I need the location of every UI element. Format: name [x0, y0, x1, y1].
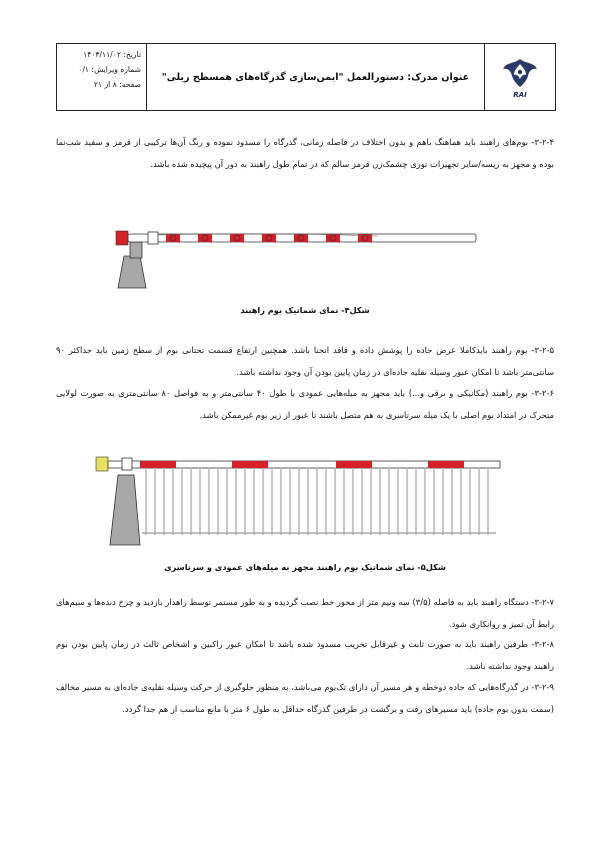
paragraph-3-2-9: ۳-۲-۹- در گذرگاه‌هایی که جاده دوخطه و هر مسیر آن دارای تک‌بوم می‌باشد، به منظور جلوگیری از حرکت وسیله نقلیه‌ی جاده‌ای به مسیر مخالف (سمت بدون بوم جاده) باید مسیرهای رفت و برگشت در طرفین گذرگاه حداقل به طول ۶ متر با مانع مناسب از هم جدا گردد. — [56, 682, 554, 714]
document-header — [56, 43, 556, 111]
revision-label: شماره ویرایش: ۰/۱ — [78, 65, 141, 74]
logo-emblem-icon — [500, 56, 540, 90]
paragraph-3-2-4: ۳-۲-۴- بوم‌های راهبند باید هماهنگ باهم و بدون اختلاف در فاصله زمانی، گذرگاه را مسدود نموده و رنگ آن‌ها ترکیبی از قرمز و سفید شب‌نما بوده و مجهز به ریسه/سایر تجهیزات نوری چشمک‌زن قرمز سالم که در تمام طول راهبند به دور آن پیچیده شده باشد. — [56, 137, 554, 169]
figure-5-barrier-with-skirt-schematic — [92, 455, 502, 551]
figure-5-caption: شکل۵- نمای شماتیک بوم راهبند مجهز به میله‌های عمودی و سرتاسری — [164, 562, 446, 572]
figure-4-barrier-schematic — [110, 222, 486, 294]
document-meta — [57, 44, 147, 110]
barrier-base-housing — [118, 256, 146, 288]
document-title: عنوان مدرک: دستورالعمل "ایمن‌سازی گذرگاه‌های همسطح ریلی" — [161, 71, 470, 83]
logo-text: RAI — [513, 90, 527, 99]
barrier-pivot-post — [130, 242, 142, 258]
date-label: تاریخ: ۱۴۰۳/۱۱/۰۲ — [83, 50, 141, 59]
paragraph-3-2-7: ۳-۲-۷- دستگاه راهبند باید به فاصله (۳/۵) سه ونیم متر از محور خط نصب گردیده و به طور مستمر توسط راهدار بازدید و چرخ دنده‌ها و سیم‌های رابط آن تمیز و روانکاری شود. — [56, 597, 554, 629]
figure-4-caption: شکل۴- نمای شماتیک بوم راهبند — [240, 305, 370, 315]
organization-logo — [484, 44, 555, 110]
page-label: صفحه: ۸ از ۲۱ — [93, 80, 141, 89]
paragraph-3-2-6: ۳-۲-۶- بوم راهبند (مکانیکی و برقی و...) باید مجهز به میله‌هایی عمودی با طول ۴۰ سانتی‌متر و به فواصل ۸۰ سانتی‌متری به صورت لولایی متحرک در امتداد بوم اصلی با یک میله سرتاسری به هم متصل باشند تا عبور از زیر بوم غیرممکن باشد. — [56, 388, 554, 420]
paragraph-3-2-5: ۳-۲-۵- بوم راهبند بایدکاملا عرض جاده را پوشش داده و فاقد انحنا باشد. همچنین ارتفاع قسمت تحتانی بوم از سطح زمین باید حداکثر ۹۰ سانتی‌متر باشد تا امکان عبور وسیله نقلیه جاده‌ای در زمان پایین بودن آن وجود نداشته باشد. — [56, 345, 554, 377]
counterweight — [96, 457, 108, 471]
barrier-base-housing — [110, 475, 140, 545]
paragraph-3-2-8: ۳-۲-۸- طرفین راهبند باید به صورت ثابت و غیرقابل تخریب مسدود شده باشد تا امکان عبور راکبین و اشخاص ثالث در زمان پایین بودن بوم راهبند وجود نداشته باشد. — [56, 639, 554, 671]
boom-clamp — [148, 232, 158, 244]
vertical-hinged-rods — [146, 468, 488, 535]
counterweight — [116, 231, 128, 245]
boom-clamp — [122, 458, 132, 470]
